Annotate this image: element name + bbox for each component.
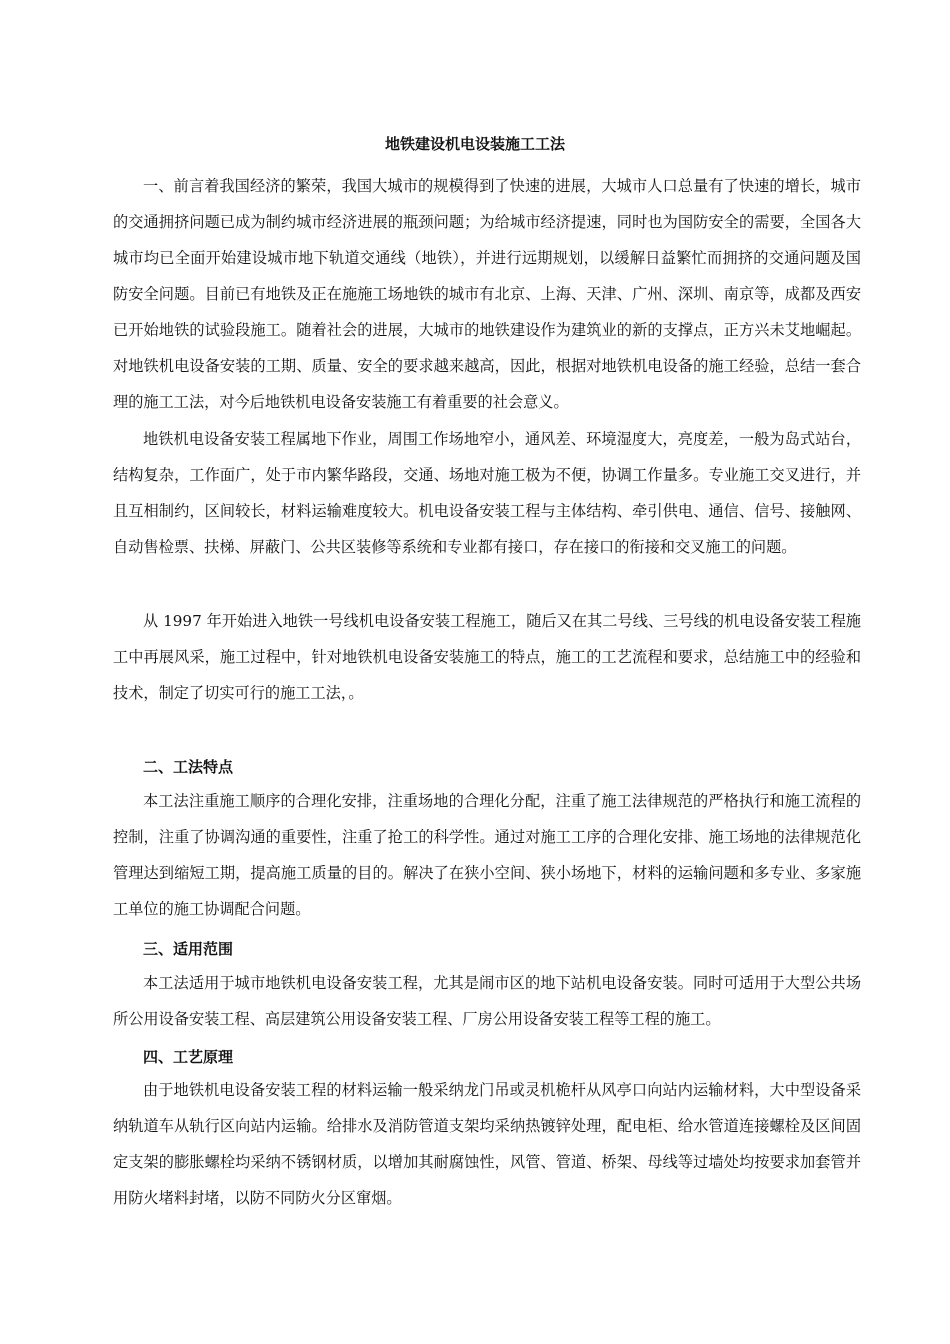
section-heading-scope: 三、适用范围 (143, 940, 234, 958)
features-paragraph: 本工法注重施工顺序的合理化安排，注重场地的合理化分配，注重了施工法律规范的严格执行和施工流程的控制，注重了协调沟通的重要性，注重了抢工的科学性。通过对施工工序的合理化安排、施工场地的法律规范化管理达到缩短工期，提高施工质量的目的。解决了在狭小空间、狭小场地下，材料的运输问题和多专业、多家施工单位的施工协调配合问题。 (113, 792, 861, 918)
intro-paragraph-3: 从 1997 年开始进入地铁一号线机电设备安装工程施工，随后又在其二号线、三号线的机电设备安装工程施工中再展风采，施工过程中，针对地铁机电设备安装施工的特点，施工的工艺流程和要求，总结施工中的经验和技术，制定了切实可行的施工工法，。 (113, 612, 861, 702)
intro-paragraph-2: 地铁机电设备安装工程属地下作业，周围工作场地窄小，通风差、环境湿度大，亮度差，一般为岛式站台，结构复杂，工作面广，处于市内繁华路段，交通、场地对施工极为不便，协调工作量多。专业施工交叉进行，并且互相制约，区间较长，材料运输难度较大。机电设备安装工程与主体结构、牵引供电、通信、信号、接触网、自动售检票、扶梯、屏蔽门、公共区装修等系统和专业都有接口，存在接口的衔接和交叉施工的问题。 (113, 430, 861, 556)
section-heading-principle: 四、工艺原理 (143, 1048, 234, 1066)
section-heading-features: 二、工法特点 (143, 758, 234, 776)
principle-paragraph: 由于地铁机电设备安装工程的材料运输一般采纳龙门吊或灵机桅杆从风亭口向站内运输材料，大中型设备采纳轨道车从轨行区向站内运输。给排水及消防管道支架均采纳热镀锌处理，配电柜、给水管道连接螺栓及区间固定支架的膨胀螺栓均采纳不锈钢材质，以增加其耐腐蚀性，风管、管道、桥架、母线等过墙处均按要求加套管并用防火堵料封堵，以防不同防火分区窜烟。 (113, 1081, 861, 1207)
intro-paragraph-1: 一、前言着我国经济的繁荣，我国大城市的规模得到了快速的进展，大城市人口总量有了快速的增长，城市的交通拥挤问题已成为制约城市经济进展的瓶颈问题；为给城市经济提速，同时也为国防安全的需要，全国各大城市均已全面开始建设城市地下轨道交通线（地铁），并进行远期规划，以缓解日益繁忙而拥挤的交通问题及国防安全问题。目前已有地铁及正在施施工场地铁的城市有北京、上海、天津、广州、深圳、南京等，成都及西安已开始地铁的试验段施工。随着社会的进展，大城市的地铁建设作为建筑业的新的支撑点，正方兴未艾地崛起。对地铁机电设备安装的工期、质量、安全的要求越来越高，因此，根据对地铁机电设备的施工经验，总结一套合理的施工工法，对今后地铁机电设备安装施工有着重要的社会意义。 (113, 177, 861, 411)
scope-paragraph: 本工法适用于城市地铁机电设备安装工程，尤其是闹市区的地下站机电设备安装。同时可适用于大型公共场所公用设备安装工程、高层建筑公用设备安装工程、厂房公用设备安装工程等工程的施工。 (113, 974, 861, 1028)
document-title: 地铁建设机电设装施工工法 (384, 135, 565, 153)
